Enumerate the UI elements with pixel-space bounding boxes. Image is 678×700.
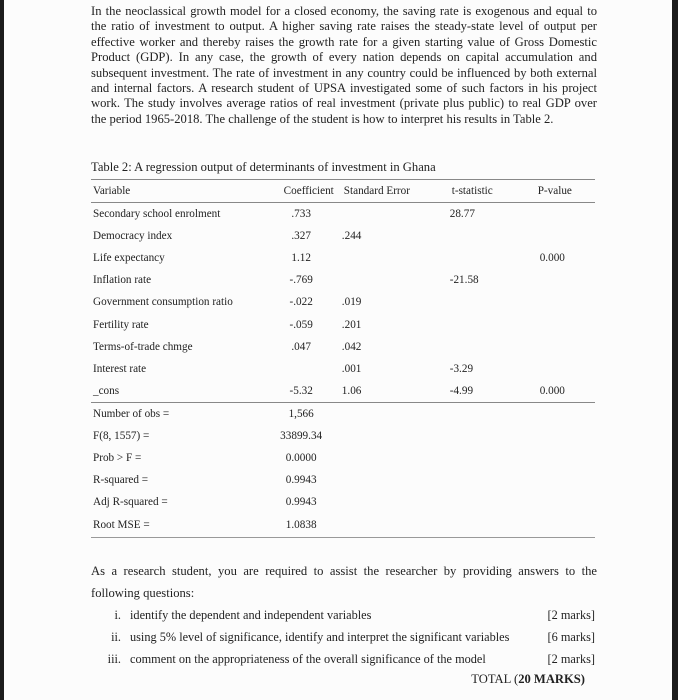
table-row	[91, 380, 595, 403]
table-row	[91, 203, 595, 226]
question-number: i.	[114, 608, 121, 622]
stat-value: 0.0000	[285, 452, 317, 465]
table-row	[91, 336, 595, 358]
p-value	[532, 358, 595, 380]
std-error-value	[334, 269, 432, 291]
p-value: 0.000	[539, 252, 565, 265]
coefficient-value: .733	[291, 208, 311, 221]
coefficient-value: 1.12	[291, 252, 311, 265]
stat-label: R-squared =	[93, 474, 149, 487]
variable-name: Terms-of-trade chmge	[93, 340, 193, 353]
stat-label: Adj R-squared =	[93, 496, 168, 509]
t-stat-value	[432, 336, 532, 358]
total-value: 20 MARKS)	[518, 672, 585, 686]
variable-name: Fertility rate	[93, 318, 149, 331]
question-marks: [2 marks]	[547, 652, 595, 666]
variable-name: Inflation rate	[93, 274, 152, 287]
std-error-value: .019	[341, 296, 362, 309]
t-stat-value: -3.29	[449, 362, 474, 375]
header-coefficient: Coefficient	[269, 180, 334, 203]
coefficient-value: -.022	[289, 296, 313, 309]
question-text: using 5% level of significance, identify and interpret the significant variables	[130, 630, 510, 644]
stat-value: 0.9943	[285, 474, 317, 487]
table-row	[91, 247, 595, 269]
table-row	[91, 291, 595, 313]
variable-name: Democracy index	[93, 230, 173, 243]
questions-intro: As a research student, you are required to assist the researcher by providing answers to the following questions:	[91, 564, 597, 600]
stat-label: F(8, 1557) =	[93, 429, 150, 442]
question-marks: [2 marks]	[547, 608, 595, 622]
variable-name: _cons	[91, 380, 269, 403]
stat-row	[91, 513, 595, 538]
t-stat-value	[432, 313, 532, 335]
p-value	[532, 291, 595, 313]
p-value	[532, 269, 595, 291]
header-t-statistic: t-statistic	[432, 180, 532, 203]
question-item	[91, 604, 597, 626]
t-stat-value	[432, 291, 532, 313]
std-error-value: .244	[341, 230, 362, 243]
table-row	[91, 358, 595, 380]
question-list	[91, 604, 597, 670]
p-value	[532, 313, 595, 335]
stat-label: Root MSE =	[91, 513, 269, 538]
variable-name: Interest rate	[93, 362, 147, 375]
variable-name: Life expectancy	[93, 252, 165, 265]
coefficient-value: .047	[291, 340, 311, 353]
coefficient-value: .327	[291, 230, 311, 243]
stat-value: 33899.34	[280, 429, 323, 442]
std-error-value: 1.06	[334, 380, 432, 403]
question-item	[91, 648, 597, 670]
stat-label: Prob > F =	[93, 452, 142, 465]
table-caption: Table 2: A regression output of determinants of investment in Ghana	[91, 160, 436, 174]
stat-row	[91, 402, 595, 425]
total-marks	[471, 672, 585, 687]
stat-value: 1,566	[288, 407, 314, 420]
variable-name: Government consumption ratio	[93, 296, 233, 309]
coefficient-value: -5.32	[269, 380, 334, 403]
header-variable: Variable	[91, 180, 269, 203]
table-row	[91, 269, 595, 291]
table-row	[91, 225, 595, 247]
regression-table	[91, 179, 595, 538]
std-error-value: .201	[341, 318, 362, 331]
intro-paragraph: In the neoclassical growth model for a closed economy, the saving rate is exogenous and equal to the ratio of investment to output. A higher saving rate raises the steady-state level of output per effective worker and thereby raises the growth rate for a given starting value of Gross Domestic Product (GDP). In any case, the growth of every nation depends on capital accumulation and subsequent investment. The rate of investment in any country could be influenced by both external and internal factors. A research student of UPSA investigated some of such factors in his project work. The study involves average ratios of real investment (private plus public) to real GDP over the period 1965-2018. The challenge of the student is how to interpret his results in Table 2.	[91, 4, 597, 126]
stat-row	[91, 491, 595, 513]
stat-row	[91, 447, 595, 469]
p-value	[532, 225, 595, 247]
question-marks: [6 marks]	[547, 630, 595, 644]
stat-row	[91, 469, 595, 491]
p-value: 0.000	[532, 380, 595, 403]
header-p-value: P-value	[532, 180, 595, 203]
std-error-value: .001	[341, 362, 362, 375]
table-header-row	[91, 180, 595, 203]
question-number: ii.	[111, 630, 121, 644]
question-text: comment on the appropriateness of the overall significance of the model	[130, 652, 486, 666]
document-page	[4, 0, 672, 700]
t-stat-value: 28.77	[449, 208, 475, 221]
t-stat-value: -4.99	[432, 380, 532, 403]
stat-row	[91, 425, 595, 447]
t-stat-value	[432, 247, 532, 269]
question-number: iii.	[107, 652, 121, 666]
table-row	[91, 313, 595, 335]
question-item	[91, 626, 597, 648]
stat-value: 1.0838	[269, 513, 334, 538]
p-value	[532, 203, 595, 226]
std-error-value	[334, 247, 432, 269]
std-error-value	[334, 203, 432, 226]
total-prefix: TOTAL (	[471, 672, 519, 686]
coefficient-value: -.769	[289, 274, 313, 287]
coefficient-value	[269, 358, 334, 380]
std-error-value: .042	[341, 340, 362, 353]
variable-name: Secondary school enrolment	[93, 208, 221, 221]
question-text: identify the dependent and independent variables	[130, 608, 372, 622]
p-value	[532, 336, 595, 358]
stat-value: 0.9943	[285, 496, 317, 509]
t-stat-value	[432, 225, 532, 247]
t-stat-value: -21.58	[449, 274, 479, 287]
coefficient-value: -.059	[289, 318, 313, 331]
header-standard-error: Standard Error	[334, 180, 432, 203]
stat-label: Number of obs =	[93, 407, 170, 420]
